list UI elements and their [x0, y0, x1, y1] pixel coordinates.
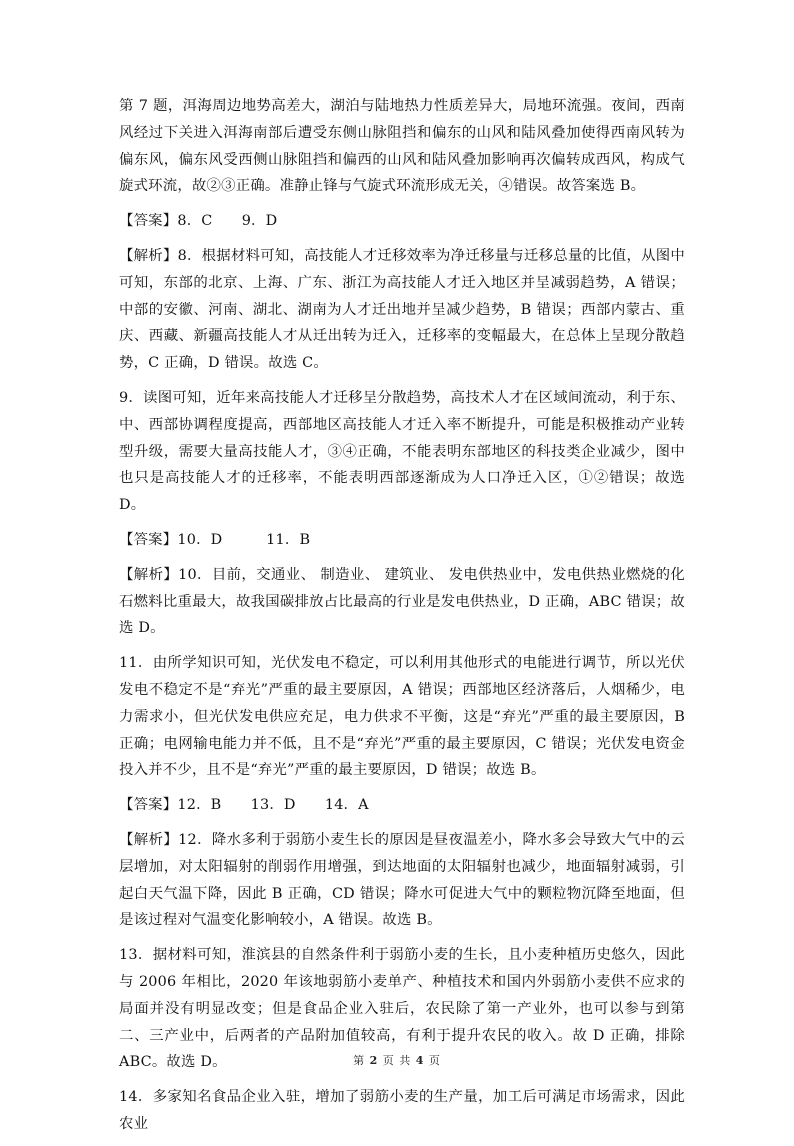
analysis-11: [119, 650, 690, 784]
analysis-12: [119, 827, 685, 934]
paragraph-text: 【解析】12．降水多利于弱筋小麦生长的原因是昼夜温差小，降水多会导致大气中的云层增加，对太阳辐射的削弱作用增强，到达地面的太阳辐射也减少，地面辐射减弱，引起白天气温下降，因此 B 正确，CD 错误；降水可促进大气中的颗粒物沉降至地面，但是该过程对气温变化影响较小，A 错误。故选 B。: [119, 831, 685, 929]
analysis-10: [119, 562, 685, 642]
analysis-14-partial: [119, 1084, 685, 1138]
paragraph-text: 【解析】8．根据材料可知，高技能人才迁移效率为净迁移量与迁移总量的比值，从图中可知，东部的北京、上海、广东、浙江为高技能人才迁入地区并呈减弱趋势，A 错误；中部的安徽、河南、湖北、湖南为人才迁出地并呈减少趋势，B 错误；西部内蒙古、重庆、西藏、新疆高技能人才从迁出转为迁入，迁移率的变幅最大，在总体上呈现分散趋势，C 正确，D 错误。故选 C。: [119, 247, 685, 372]
paragraph-text: 【解析】10．目前，交通业、 制造业、 建筑业、 发电供热业中，发电供热业燃烧的化石燃料比重最大，故我国碳排放占比最高的行业是发电供热业，D 正确，ABC 错误；故选 D。: [119, 566, 685, 637]
paragraph-text: 13．据材料可知，淮滨县的自然条件利于弱筋小麦的生长，且小麦种植历史悠久，因此与 2006 年相比，2020 年该地弱筋小麦单产、种植技术和国内外弱筋小麦供不应求的局面并没有明显改变；但是食品企业入驻后，农民除了第一产业外，也可以参与到第二、三产业中，后两者的产品附加值较高，有利于提升农民的收入。故 D 正确，排除 ABC。故选 D。: [119, 947, 690, 1071]
answer-12-14: [119, 792, 685, 819]
paragraph-text: 第 7 题，洱海周边地势高差大，湖泊与陆地热力性质差异大，局地环流强。夜间，西南风经过下关进入洱海南部后遭受东侧山脉阻挡和偏东的山风和陆风叠加使得西南风转为偏东风，偏东风受西侧山脉阻挡和偏西的山风和陆风叠加影响再次偏转成西风，构成气旋式环流，故②③正确。准静止锋与气旋式环流形成无关，④错误。故答案选 B。: [119, 98, 685, 195]
analysis-8: [119, 243, 685, 377]
footer-prefix: 第: [353, 1054, 370, 1067]
paragraph-q7-explanation: [119, 93, 685, 200]
document-body: [119, 93, 690, 1146]
footer-suffix: 页: [424, 1054, 441, 1067]
footer-current-page: 2: [369, 1054, 379, 1067]
paragraph-text: 【答案】8．C 9．D: [119, 213, 278, 230]
answer-10-11: [119, 527, 685, 554]
paragraph-text: 【答案】10．D 11．B: [119, 531, 311, 548]
paragraph-text: 14．多家知名食品企业入驻，增加了弱筋小麦的生产量，加工后可满足市场需求，因此农业: [119, 1089, 685, 1132]
answer-8-9: [119, 208, 685, 235]
paragraph-text: 【答案】12．B 13．D 14．A: [119, 797, 369, 814]
footer-total-pages: 4: [415, 1054, 425, 1067]
paragraph-text: 11．由所学知识可知，光伏发电不稳定，可以利用其他形式的电能进行调节，所以光伏发电不稳定不是“弃光”严重的最主要原因，A 错误；西部地区经济落后，人烟稀少，电力需求小，但光伏发电供应充足，电力供求不平衡，这是“弃光”严重的最主要原因，B 正确；电网输电能力并不低，且不是“弃光”严重的最主要原因，C 错误；光伏发电资金投入并不少，且不是“弃光”严重的最主要原因，D 错误；故选 B。: [119, 655, 690, 779]
analysis-9: [119, 385, 690, 519]
footer-middle: 页 共: [378, 1054, 416, 1067]
page-footer: [0, 1052, 794, 1068]
paragraph-text: 9．读图可知，近年来高技能人才迁移呈分散趋势，高技术人才在区域间流动，利于东、中、西部协调程度提高，西部地区高技能人才迁入率不断提升，可能是积极推动产业转型升级，需要大量高技能人才，③④正确，不能表明东部地区的科技类企业减少，图中也只是高技能人才的迁移率，不能表明西部逐渐成为人口净迁入区，①②错误；故选 D。: [119, 389, 690, 514]
